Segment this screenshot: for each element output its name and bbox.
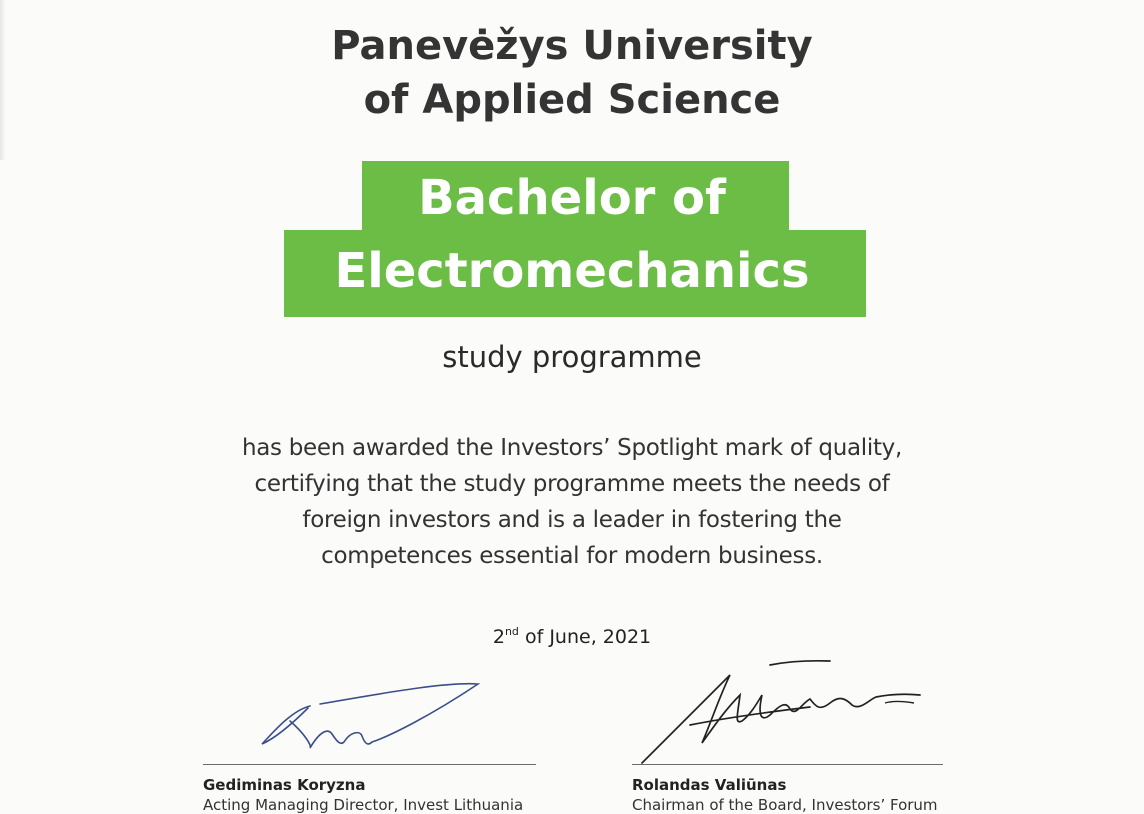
statement-line: certifying that the study programme meets the needs of: [254, 471, 890, 497]
date-rest: of June, 2021: [518, 626, 652, 648]
award-date: [0, 625, 1144, 648]
institution-name-line1: Panevėžys University: [331, 23, 813, 69]
date-day: 2: [492, 626, 505, 648]
date-suffix: nd: [504, 625, 519, 638]
statement-line: foreign investors and is a leader in fostering the: [302, 507, 842, 533]
signature-line-left: [203, 764, 536, 765]
signer-role-right: Chairman of the Board, Investors’ Forum: [632, 796, 938, 814]
programme-title-line2: Electromechanics: [334, 243, 810, 299]
award-statement: [0, 430, 1144, 574]
programme-title-line1: Bachelor of: [418, 170, 726, 226]
statement-line: has been awarded the Investors’ Spotlight mark of quality,: [241, 435, 902, 461]
institution-name-line2: of Applied Science: [363, 77, 781, 123]
signer-name-left: Gediminas Koryzna: [203, 776, 366, 794]
signer-role-left: Acting Managing Director, Invest Lithuania: [203, 796, 524, 814]
signer-name-right: Rolandas Valiūnas: [632, 776, 787, 794]
signature-left: [250, 676, 490, 756]
signature-right: [630, 655, 930, 770]
programme-subtitle: study programme: [442, 340, 702, 374]
signature-line-right: [632, 764, 943, 765]
statement-line: competences essential for modern business.: [321, 543, 823, 569]
